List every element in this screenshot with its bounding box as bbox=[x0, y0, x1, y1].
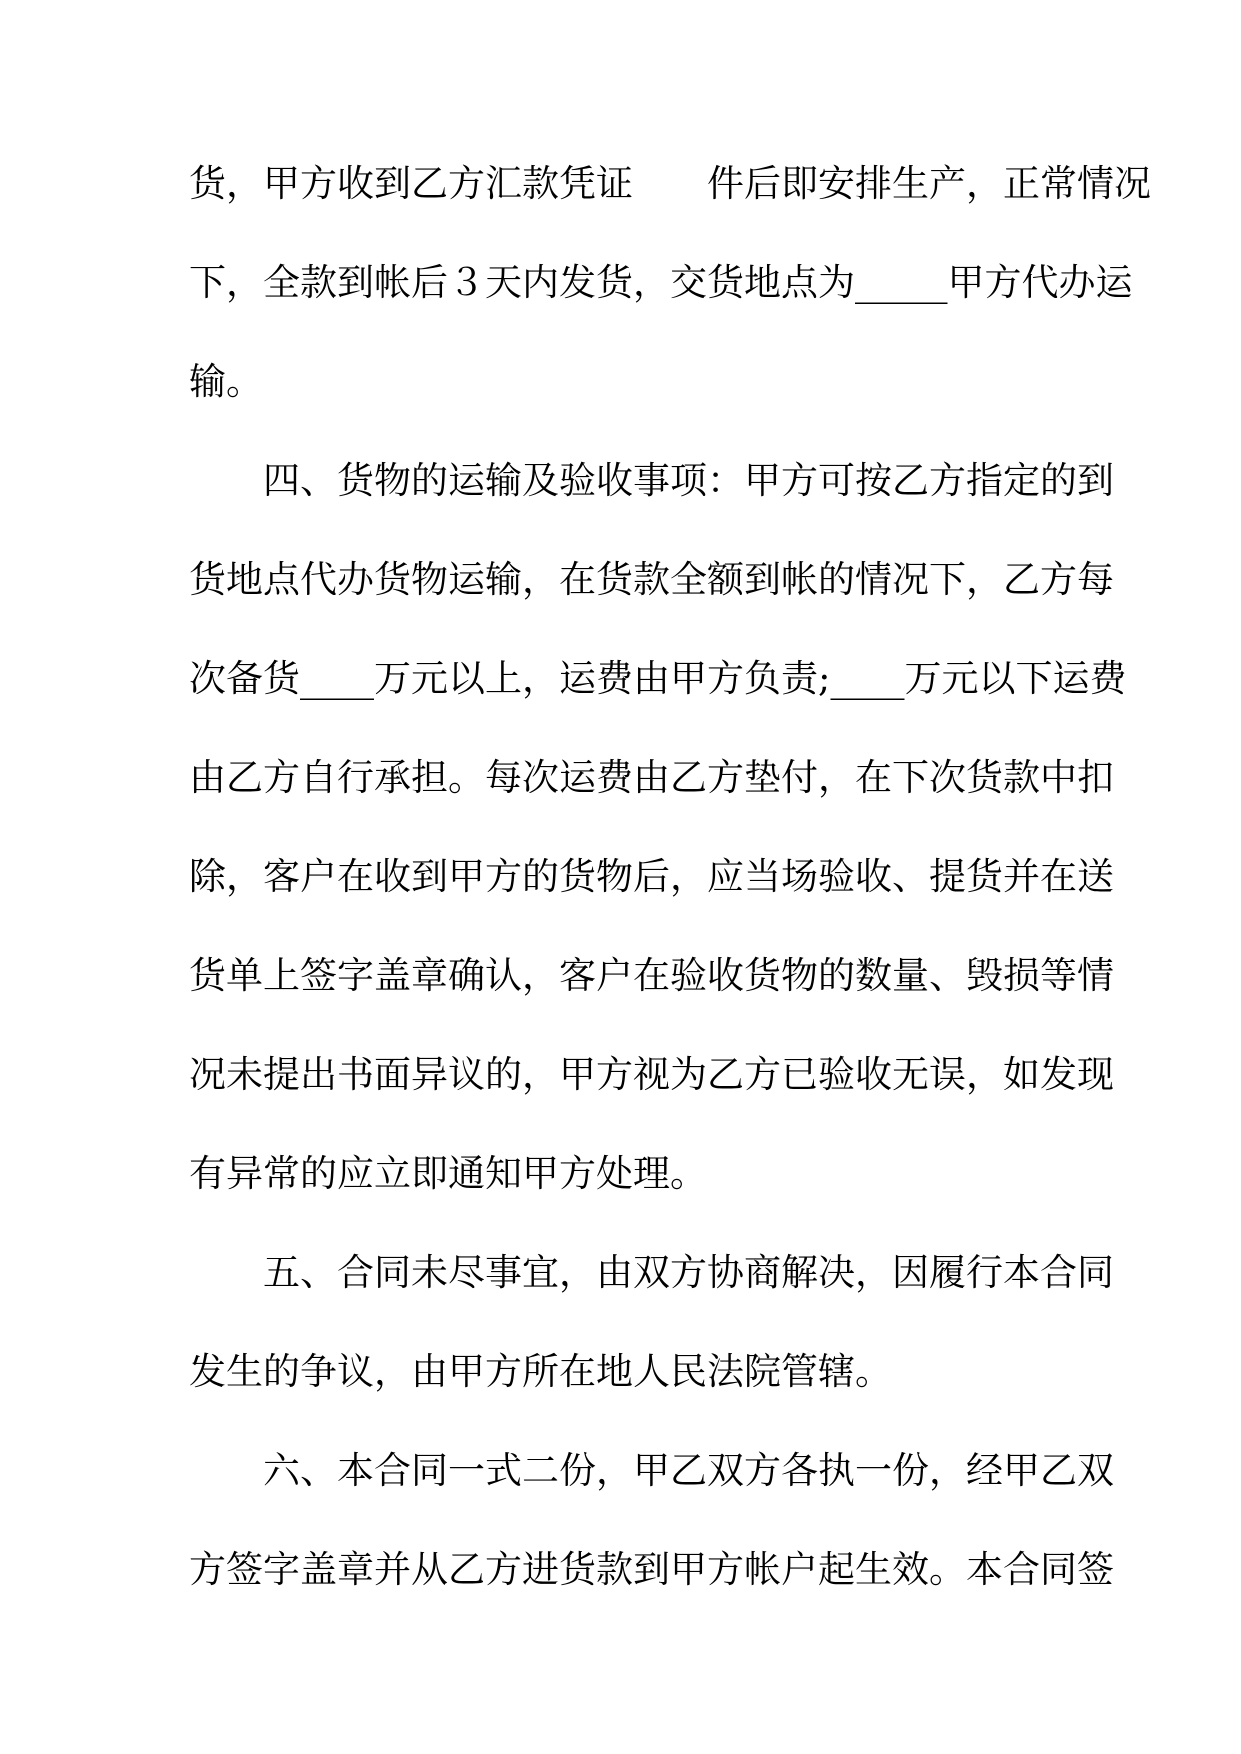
text-line: 除，客户在收到甲方的货物后，应当场验收、提货并在送 bbox=[189, 855, 1114, 898]
text-line: 方签字盖章并从乙方进货款到甲方帐户起生效。本合同签 bbox=[189, 1548, 1114, 1591]
text-line: 货地点代办货物运输，在货款全额到帐的情况下，乙方每 bbox=[189, 558, 1114, 601]
text-line: 发生的争议，由甲方所在地人民法院管辖。 bbox=[189, 1350, 892, 1393]
section-five-start: 五、合同未尽事宜，由双方协商解决，因履行本合同 bbox=[189, 1251, 1114, 1294]
text-line: 况未提出书面异议的，甲方视为乙方已验收无误，如发现 bbox=[189, 1053, 1114, 1096]
text-line: 有异常的应立即通知甲方处理。 bbox=[189, 1152, 707, 1195]
section-four-start: 四、货物的运输及验收事项：甲方可按乙方指定的到 bbox=[189, 459, 1114, 502]
text-line: 下，全款到帐后３天内发货，交货地点为_____甲方代办运 bbox=[189, 261, 1133, 304]
text-line: 货，甲方收到乙方汇款凭证 件后即安排生产，正常情况 bbox=[189, 162, 1151, 205]
contract-text bbox=[189, 160, 1151, 1645]
text-line: 由乙方自行承担。每次运费由乙方垫付，在下次货款中扣 bbox=[189, 756, 1114, 799]
text-line: 输。 bbox=[189, 360, 263, 403]
text-line: 货单上签字盖章确认，客户在验收货物的数量、毁损等情 bbox=[189, 954, 1114, 997]
text-line: 次备货____万元以上，运费由甲方负责;____万元以下运费 bbox=[189, 657, 1127, 700]
section-six-start: 六、本合同一式二份，甲乙双方各执一份，经甲乙双 bbox=[189, 1449, 1114, 1492]
